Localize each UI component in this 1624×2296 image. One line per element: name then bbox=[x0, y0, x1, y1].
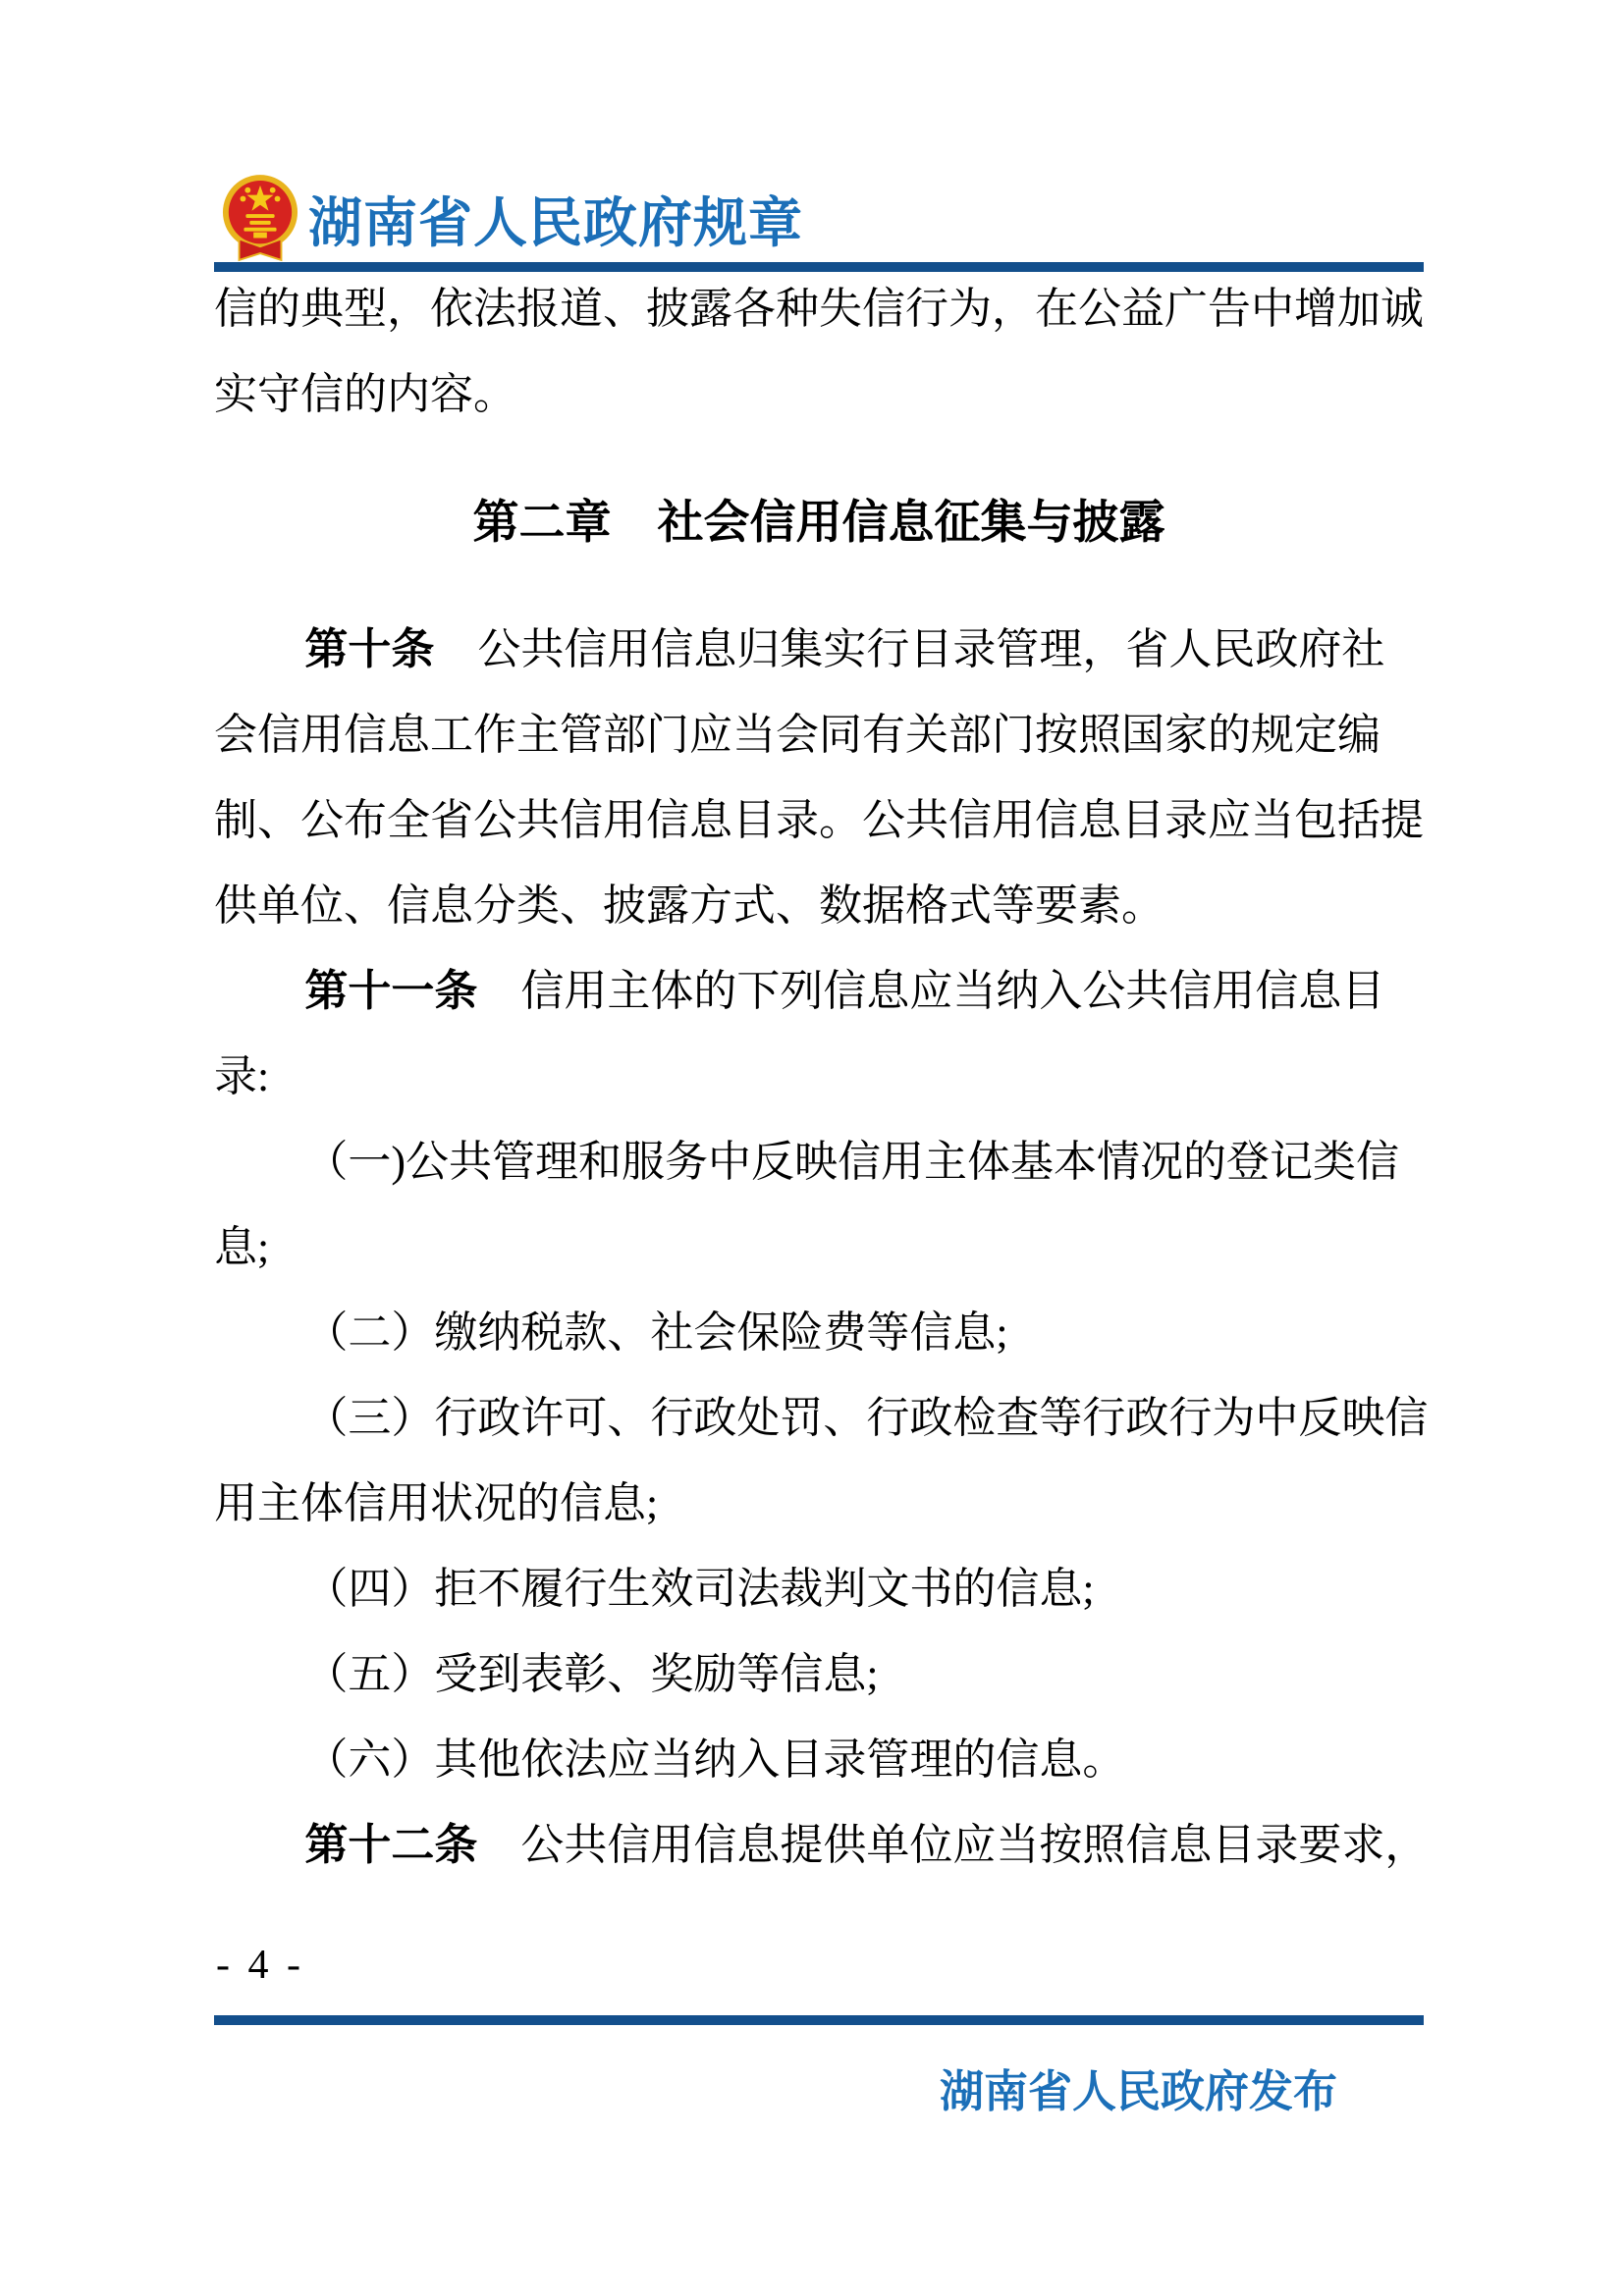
body-line: （六）其他依法应当纳入目录管理的信息。 bbox=[304, 1735, 1126, 1784]
body-line-text: 公共信用信息提供单位应当按照信息目录要求， bbox=[477, 1821, 1429, 1869]
body-line: （三）行政许可、行政处罚、行政检查等行政行为中反映信 bbox=[304, 1394, 1429, 1442]
body-line: 录: bbox=[214, 1052, 270, 1100]
body-line: 信的典型，依法报道、披露各种失信行为，在公益广告中增加诚 bbox=[214, 285, 1424, 333]
article-number: 第十一条 bbox=[304, 967, 478, 1015]
article-number: 第十条 bbox=[304, 625, 435, 673]
body-line bbox=[214, 607, 1424, 692]
body-line: （一)公共管理和服务中反映信用主体基本情况的登记类信 bbox=[304, 1138, 1400, 1186]
body-line: 制、公布全省公共信用信息目录。公共信用信息目录应当包括提 bbox=[214, 796, 1424, 844]
page-header bbox=[222, 173, 803, 263]
national-emblem-icon bbox=[222, 174, 298, 262]
body-line bbox=[214, 948, 1424, 1034]
body-line: 供单位、信息分类、披露方式、数据格式等要素。 bbox=[214, 881, 1164, 930]
publisher-label: 湖南省人民政府发布 bbox=[939, 2067, 1337, 2116]
body-line-text: 公共信用信息归集实行目录管理，省人民政府社 bbox=[434, 625, 1385, 673]
body-line: （二）缴纳税款、社会保险费等信息; bbox=[304, 1308, 1008, 1357]
body-line: 息; bbox=[214, 1223, 270, 1271]
footer-rule bbox=[214, 2015, 1424, 2025]
body-line-text: 信用主体的下列信息应当纳入公共信用信息目 bbox=[477, 967, 1385, 1015]
body-line: 用主体信用状况的信息; bbox=[214, 1479, 659, 1527]
document-body bbox=[214, 266, 1429, 1888]
body-line: 会信用信息工作主管部门应当会同有关部门按照国家的规定编 bbox=[214, 711, 1380, 759]
body-line: （四）拒不履行生效司法裁判文书的信息; bbox=[304, 1565, 1095, 1613]
body-line: （五）受到表彰、奖励等信息; bbox=[304, 1650, 879, 1698]
article-number: 第十二条 bbox=[304, 1821, 478, 1869]
page-number: - 4 - bbox=[216, 1943, 304, 1988]
body-line bbox=[214, 1802, 1429, 1888]
chapter-heading: 第二章 社会信用信息征集与披露 bbox=[472, 496, 1165, 548]
page-title: 湖南省人民政府规章 bbox=[308, 192, 804, 253]
body-line: 实守信的内容。 bbox=[214, 370, 516, 418]
